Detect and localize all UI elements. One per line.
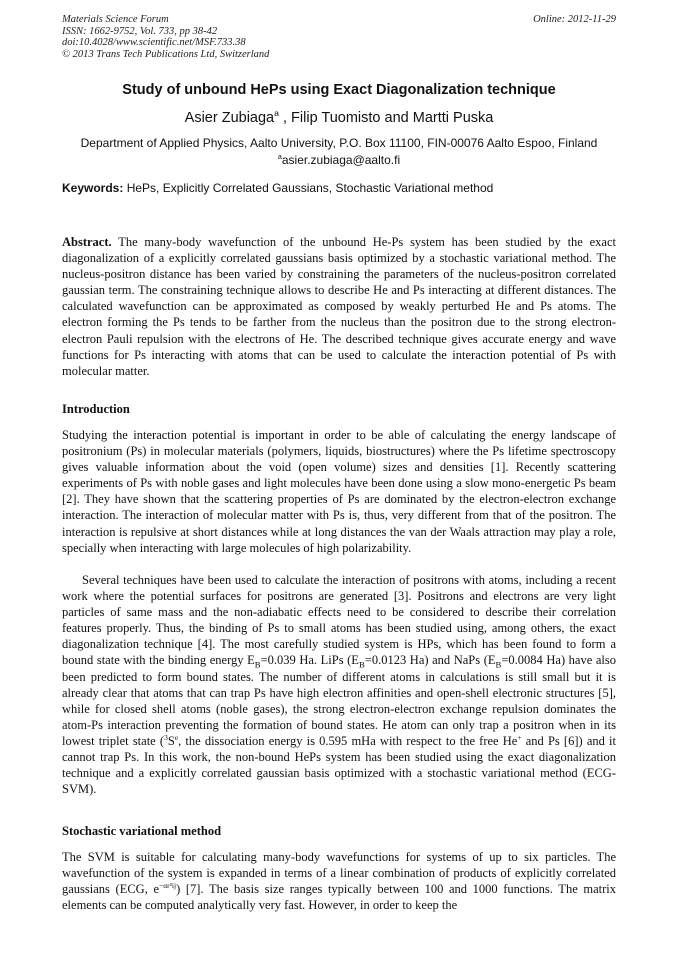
introduction-paragraph-1: Studying the interaction potential is important in order to be able of calculating the energy landscape of positronium (Ps) in molecular materials (polymers, liquids, biostructures) where the Ps lifetime spectroscopy gives valuable information about the void (open volume) sizes and densities [1]. Recently scattering experiments of Ps with noble gases and light molecules have been done using a slow mono-energetic Ps beam [2]. They have shown that the scattering properties of Ps are dominated by the electron-electron exchange interaction. The interaction of molecular matter with Ps is, thus, very different from that of the positron. The interaction is repulsive at short distances while at long distances the van der Waals attraction may play a role, specially when interacting with large molecules of high polarizability. [62,428,616,555]
text-run: The SVM is suitable for calculating many-body wavefunctions for systems of up to six particles. The wavefunction of the system is expanded in terms of a linear combination of products of explicitly correlated gaussians (ECG, e [62,850,616,897]
text-run: , the dissociation energy is 0.595 mHa with respect to the free He [178,733,518,748]
doi-line: doi:10.4028/www.scientific.net/MSF.733.38 [62,37,246,48]
keywords-line [62,181,616,195]
keywords-text: HePs, Explicitly Correlated Gaussians, Stochastic Variational method [123,181,494,195]
subscript-b: B [495,659,502,670]
journal-name: Materials Science Forum [62,14,169,25]
affiliation-block [0,135,678,169]
text-run: =0.0084 Ha) have also been predicted to form bound states. The number of different atoms in calculations is still small but it is already clear that atoms that can trap Ps have high electron affinities and open-shell electronic structures [5], while for closed shell atoms (noble gases), the strong electron-electron exchange repulsion dominates the atom-Ps interaction preventing the formation of bound states. He atom can only trap a positron when in its lowest triplet state ( [62,653,616,748]
text-run: Several techniques have been used to calculate the interaction of positrons with atoms, including a recent work where the potential surfaces for positrons are generated [3]. Positrons and electrons are very light particles of same mass and the non-adiabatic effects need to be considered to describe their correlation features properly. Thus, the binding of Ps to small atoms has been studied using, among others, the exact diagonalization technique [4]. The most carefully studied system is HPs, which has been found to form a bound state with the binding energy E [62,573,616,668]
affiliation-line: Department of Applied Physics, Aalto University, P.O. Box 11100, FIN-00076 Aalto Espoo, Finland [80,136,598,150]
svm-paragraph [62,849,616,913]
subscript-b: B [254,659,261,670]
abstract-text: The many-body wavefunction of the unbound He-Ps system has been studied by the exact diagonalization of a explicitly correlated gaussians basis optimized by a stochastic variational method. The nucleus-positron distance has been varied by constraining the parameters of the nucleus-positron correlated gaussian term. The constraining technique allows to describe He and Ps interacting at different distances. The calculated wavefunction can be approximated as composed by weakly perturbed He and Ps atoms. The electron forming the Ps tends to be farther from the nucleus than the positron due to the strong electron-electron Pauli repulsion with the electrons of He. The described technique gives accurate energy and wave functions for Ps interacting with atoms that can be used to calculate the interaction potential of Ps with molecular matter. [62,235,616,378]
email-mark: a [277,152,282,161]
superscript-e: e [174,732,179,742]
abstract-label: Abstract. [62,235,112,249]
email-line [0,152,678,169]
text-run: =0.039 Ha. LiPs (E [260,653,359,668]
text-run: =0.0123 Ha) and NaPs (E [364,653,496,668]
svm-heading: Stochastic variational method [62,824,222,838]
paper-title: Study of unbound HePs using Exact Diagonalization technique [122,82,556,98]
abstract-paragraph [62,234,616,379]
other-authors: , Filip Tuomisto and Martti Puska [278,110,494,126]
author-list [0,110,678,126]
author-email: asier.zubiaga@aalto.fi [281,153,401,167]
text-run: ) [7]. The basis size ranges typically between 100 and 1000 functions. The matrix elements can be computed analytically very fast. However, in order to keep the [62,882,616,913]
first-author: Asier Zubiaga [184,110,275,126]
online-date: Online: 2012-11-29 [533,14,616,25]
introduction-heading: Introduction [62,402,130,416]
gaussian-exponent: −αr²ij [159,881,177,891]
journal-header [62,14,616,60]
introduction-paragraph-2 [62,572,616,797]
superscript-3: 3 [164,732,168,742]
keywords-label: Keywords: [62,181,124,195]
affiliation-mark: a [274,108,279,119]
text-run: and Ps [6]) and it cannot trap Ps. In this work, the non-bound HePs system has been studied using the exact diagonalization technique and a explicitly correlated gaussian basis optimized with a stochastic variational method (ECG-SVM). [62,733,616,797]
issn-line: ISSN: 1662-9752, Vol. 733, pp 38-42 [62,25,218,37]
superscript-plus: + [517,732,522,742]
copyright-line: © 2013 Trans Tech Publications Ltd, Switzerland [62,48,270,60]
term-symbol: S [167,733,175,748]
subscript-b: B [358,659,365,670]
